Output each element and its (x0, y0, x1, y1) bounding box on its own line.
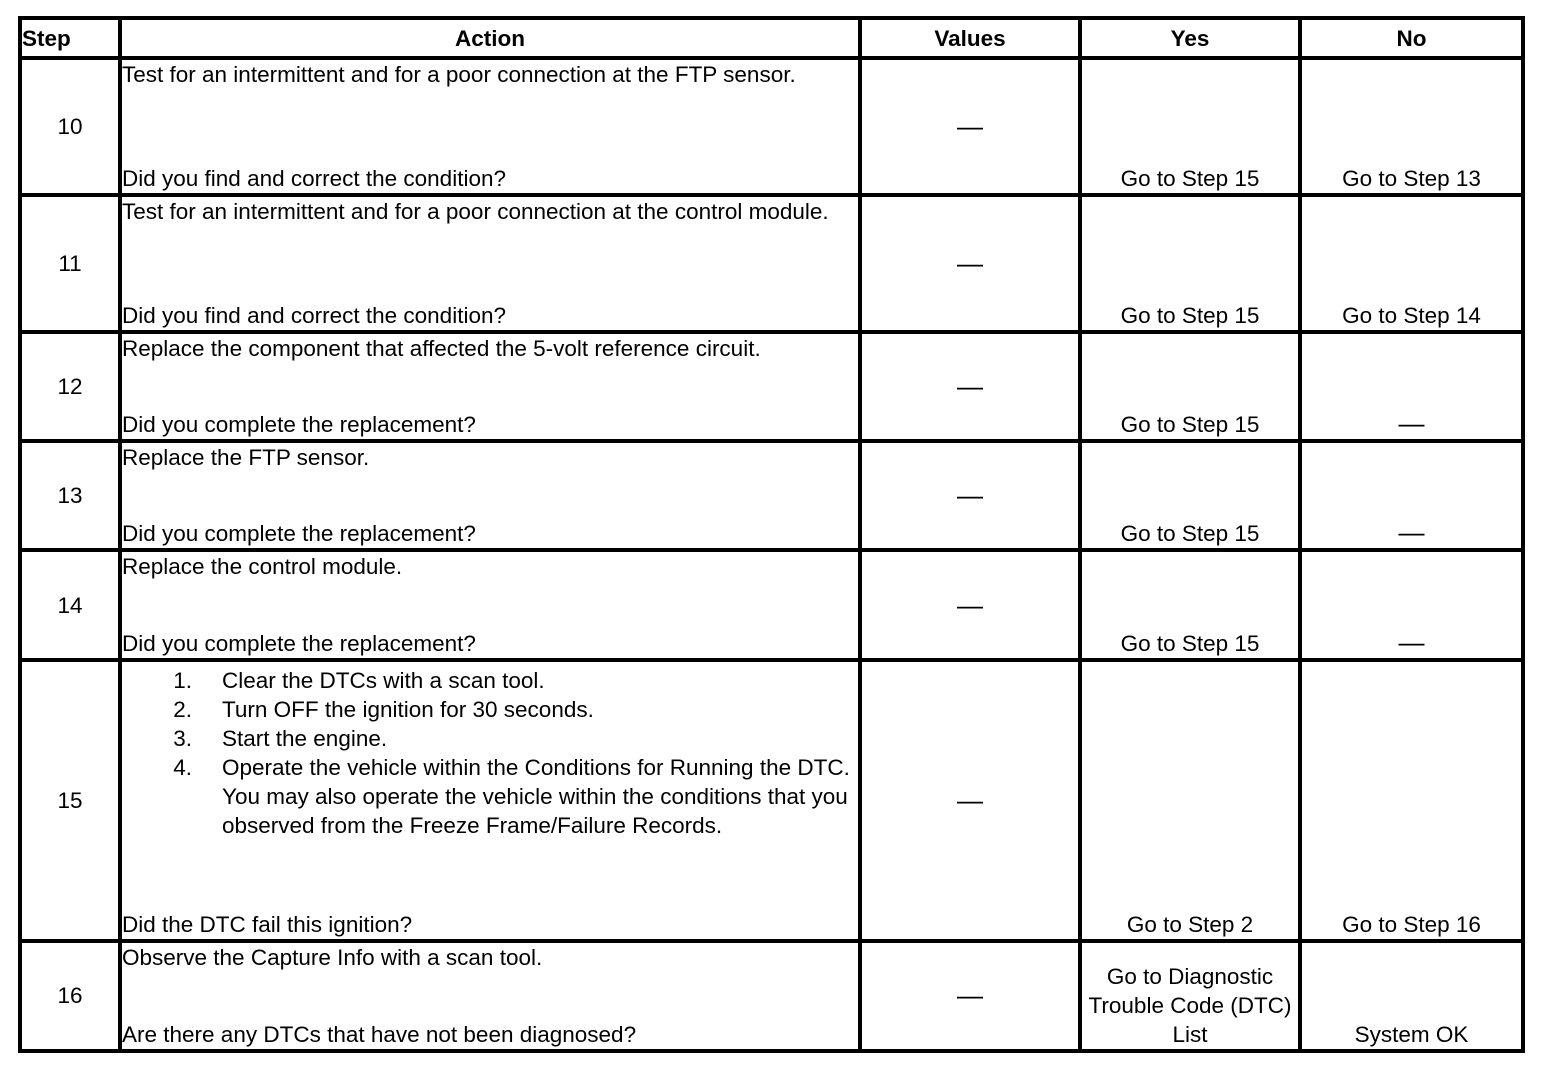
procedure-item (122, 724, 858, 753)
values-cell: — (860, 58, 1080, 195)
values-cell: — (860, 332, 1080, 441)
action-text: Observe the Capture Info with a scan tool. (122, 944, 543, 970)
action-question: Did you find and correct the condition? (122, 303, 506, 329)
procedure-number: 4. (173, 754, 192, 780)
header-action: Action (120, 18, 860, 58)
header-no: No (1300, 18, 1523, 58)
procedure-text: Start the engine. (222, 725, 388, 751)
no-dash: — (1398, 626, 1425, 657)
procedure-number: 1. (173, 667, 192, 693)
action-cell (120, 441, 860, 550)
table-row (20, 550, 1523, 659)
procedure-text: Operate the vehicle within the Conditions for Running the DTC. You may also operate the vehicle within the conditions that you observed from the Freeze Frame/Failure Records. (222, 754, 850, 838)
action-question: Did you complete the replacement? (122, 521, 476, 547)
no-cell (1300, 441, 1523, 550)
yes-cell: Go to Step 15 (1080, 195, 1300, 332)
action-cell (120, 332, 860, 441)
step-number: 11 (20, 195, 120, 332)
yes-cell: Go to Step 2 (1080, 660, 1300, 941)
step-number: 16 (20, 941, 120, 1051)
procedure-item (122, 753, 858, 840)
action-question: Did you find and correct the condition? (122, 166, 506, 192)
action-question: Are there any DTCs that have not been diagnosed? (122, 1022, 637, 1047)
step-number: 13 (20, 441, 120, 550)
values-cell: — (860, 660, 1080, 941)
values-cell: — (860, 550, 1080, 659)
values-cell: — (860, 941, 1080, 1051)
action-cell (120, 195, 860, 332)
action-question: Did you complete the replacement? (122, 412, 476, 438)
no-cell (1300, 550, 1523, 659)
values-cell: — (860, 441, 1080, 550)
no-dash: — (1398, 408, 1425, 439)
header-yes: Yes (1080, 18, 1300, 58)
yes-cell: Go to Step 15 (1080, 441, 1300, 550)
procedure-item (122, 666, 858, 695)
no-cell: Go to Step 14 (1300, 195, 1523, 332)
procedure-number: 3. (173, 725, 192, 751)
no-cell: Go to Step 16 (1300, 660, 1523, 941)
no-cell (1300, 332, 1523, 441)
no-cell: Go to Step 13 (1300, 58, 1523, 195)
procedure-text: Clear the DTCs with a scan tool. (222, 667, 545, 693)
procedure-item (122, 695, 858, 724)
values-cell: — (860, 195, 1080, 332)
yes-cell: Go to Step 15 (1080, 58, 1300, 195)
table-row (20, 441, 1523, 550)
step-number: 15 (20, 660, 120, 941)
action-text: Replace the FTP sensor. (122, 445, 370, 471)
action-text: Test for an intermittent and for a poor connection at the FTP sensor. (122, 62, 796, 88)
table-row (20, 195, 1523, 332)
procedure-list (122, 666, 858, 840)
table-row (20, 660, 1523, 941)
yes-cell: Go to Diagnostic Trouble Code (DTC) List (1080, 941, 1300, 1051)
step-number: 12 (20, 332, 120, 441)
action-question: Did you complete the replacement? (122, 630, 476, 656)
header-row (20, 18, 1523, 58)
action-text: Test for an intermittent and for a poor connection at the control module. (122, 199, 829, 225)
header-values: Values (860, 18, 1080, 58)
action-cell (120, 58, 860, 195)
diagnostic-table (18, 16, 1525, 1053)
header-step: Step (20, 18, 120, 58)
action-text: Replace the component that affected the 5-volt reference circuit. (122, 336, 761, 362)
action-cell (120, 660, 860, 941)
table-row (20, 941, 1523, 1051)
procedure-number: 2. (173, 696, 192, 722)
step-number: 10 (20, 58, 120, 195)
action-cell (120, 550, 860, 659)
action-cell (120, 941, 860, 1051)
procedure-text: Turn OFF the ignition for 30 seconds. (222, 696, 594, 722)
step-number: 14 (20, 550, 120, 659)
table-row (20, 332, 1523, 441)
action-text: Replace the control module. (122, 554, 403, 580)
yes-cell: Go to Step 15 (1080, 332, 1300, 441)
action-question: Did the DTC fail this ignition? (122, 911, 413, 937)
no-dash: — (1398, 517, 1425, 548)
yes-cell: Go to Step 15 (1080, 550, 1300, 659)
no-cell: System OK (1300, 941, 1523, 1051)
table-row (20, 58, 1523, 195)
